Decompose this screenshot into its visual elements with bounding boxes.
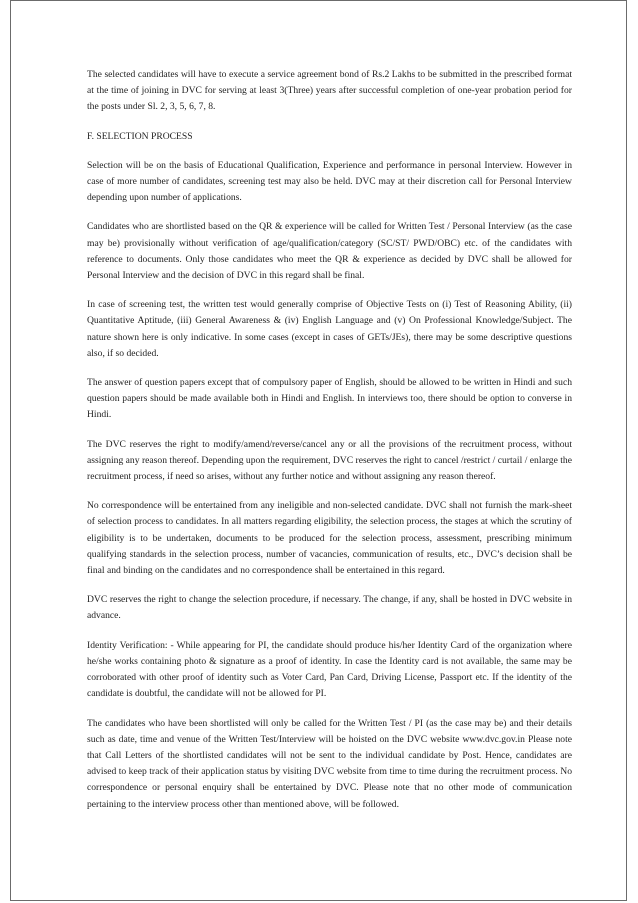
document-page bbox=[10, 0, 627, 901]
service-bond-paragraph: The selected candidates will have to execute a service agreement bond of Rs.2 Lakhs to be submitted in the prescribed format at the time of joining in DVC for serving at least 3(Three) years after successful completion of one-year probation period for the posts under Sl. 2, 3, 5, 6, 7, 8. bbox=[87, 69, 572, 113]
no-correspondence-paragraph: No correspondence will be entertained from any ineligible and non-selected candidate. DVC shall not furnish the mark-sheet of selection process to candidates. In all matters regarding eligibility, the selection process, the stages at which the scrutiny of eligibility is to be undertaken, documents to be produced for the selection process, assessment, prescribing minimum qualifying standards in the selection process, number of vacancies, communication of results, etc., DVC’s decision shall be final and binding on the candidates and no correspondence shall be entertained in this regard. bbox=[87, 500, 572, 577]
selection-basis-paragraph: Selection will be on the basis of Educational Qualification, Experience and performance in personal Interview. However in case of more number of candidates, screening test may also be held. DVC may at their discretion call for Personal Interview depending upon number of applications. bbox=[87, 159, 572, 204]
shortlisting-paragraph: Candidates who are shortlisted based on the QR & experience will be called for Written Test / Personal Interview (as the case may be) provisionally without verification of age/qualification/category (SC/ST/ PWD/OBC) etc. of the candidates with reference to documents. Only those candidates who meet the QR & experience as decided by DVC shall be allowed for Personal Interview and the decision of DVC in this regard shall be final. bbox=[87, 221, 572, 282]
language-paragraph: The answer of question papers except that of compulsory paper of English, should be allowed to be written in Hindi and such question papers should be made available both in Hindi and English. In interviews too, there should be option to converse in Hindi. bbox=[87, 377, 572, 421]
section-heading: F. SELECTION PROCESS bbox=[87, 130, 193, 142]
call-letter-paragraph: The candidates who have been shortlisted will only be called for the Written Test / PI (as the case may be) and their details such as date, time and venue of the Written Test/Interview will be hoisted on the DVC website www.dvc.gov.in Please note that Call Letters of the shortlisted candidates will not be sent to the individual candidate by Post. Hence, candidates are advised to keep track of their application status by visiting DVC website from time to time during the recruitment process. No correspondence or personal enquiry shall be entertained by DVC. Please note that no other mode of communication pertaining to the interview process other than mentioned above, will be followed. bbox=[87, 717, 572, 810]
screening-test-paragraph: In case of screening test, the written test would generally comprise of Objective Tests on (i) Test of Reasoning Ability, (ii) Quantitative Aptitude, (iii) General Awareness & (iv) English Language and (v) On Professional Knowledge/Subject. The nature shown here is only indicative. In some cases (except in cases of GETs/JEs), there may be some descriptive questions also, if so decided. bbox=[87, 299, 572, 359]
procedure-change-paragraph: DVC reserves the right to change the selection procedure, if necessary. The change, if any, shall be hosted in DVC website in advance. bbox=[87, 594, 572, 622]
identity-verification-paragraph: Identity Verification: - While appearing for PI, the candidate should produce his/her Identity Card of the organization where he/she works containing photo & signature as a proof of identity. In case the Identity card is not available, the same may be corroborated with other proof of identity such as Voter Card, Pan Card, Driving License, Passport etc. If the identity of the candidate is doubtful, the candidate will not be allowed for PI. bbox=[87, 639, 572, 700]
rights-reserved-paragraph: The DVC reserves the right to modify/amend/reverse/cancel any or all the provisions of the recruitment process, without assigning any reason thereof. Depending upon the requirement, DVC reserves the right to cancel /restrict / curtail / enlarge the recruitment process, if need so arises, without any further notice and without assigning any reason thereof. bbox=[87, 438, 572, 483]
page-content bbox=[87, 67, 572, 826]
